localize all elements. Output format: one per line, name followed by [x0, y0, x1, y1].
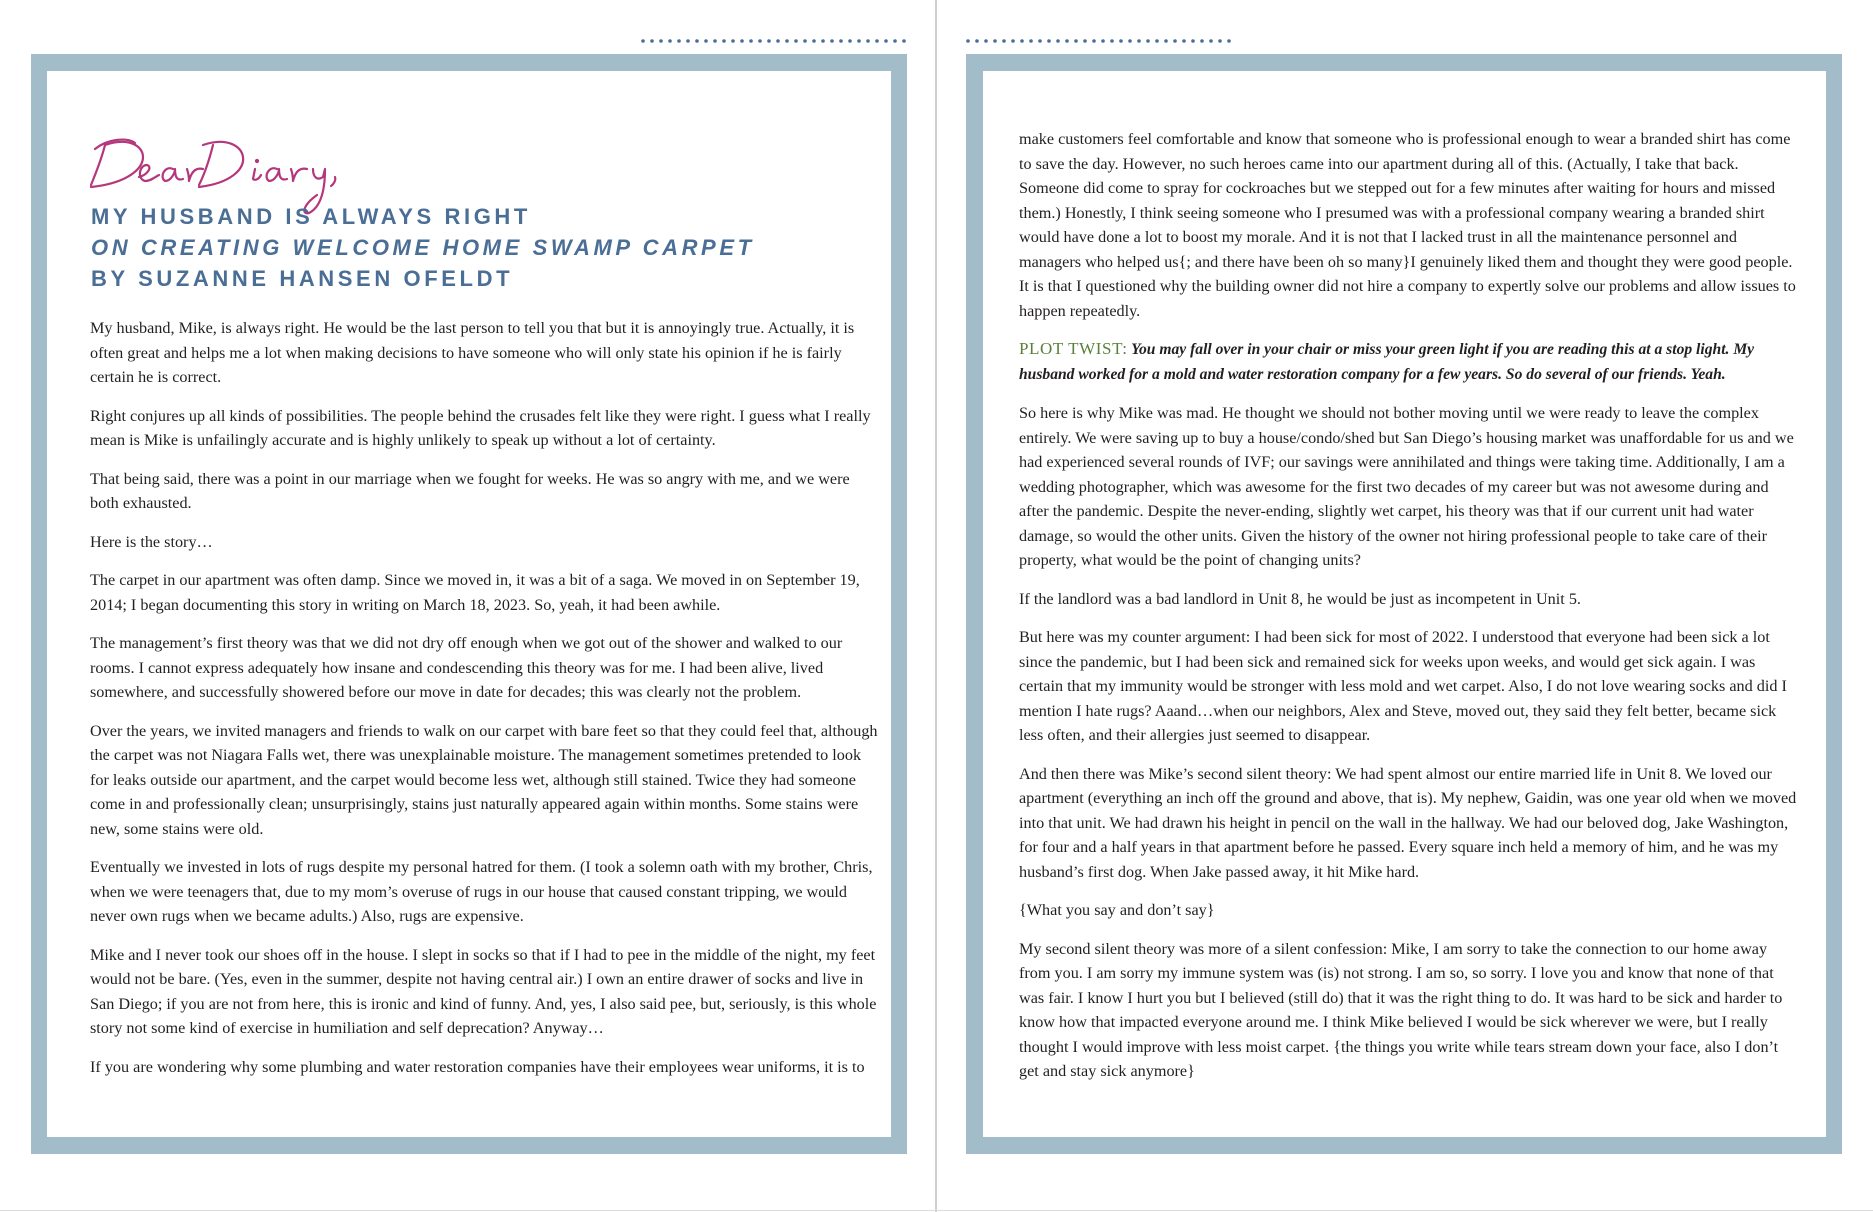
right-page-frame: [966, 54, 1842, 1154]
left-page-panel: [47, 71, 891, 1137]
article-title: [91, 201, 755, 294]
paragraph: If you are wondering why some plumbing and water restoration companies have their employees wear uniforms, it is to: [90, 1057, 865, 1076]
title-line-1: MY HUSBAND IS ALWAYS RIGHT: [91, 204, 531, 229]
paragraph: My husband, Mike, is always right. He would be the last person to tell you that but it is annoyingly true. Actually, it is often great and helps me a lot when making decisions to have someone who will only state his opinion if he is fairly certain he is correct.: [90, 319, 855, 386]
paragraph: Eventually we invested in lots of rugs despite my personal hatred for them. (I took a solemn oath with my brother, Chris, when we were teenagers that, due to my mom’s overuse of rugs in our house that caused constant tripping, we would never own rugs when we became adults.) Also, rugs are expensive.: [90, 858, 873, 925]
paragraph: Mike and I never took our shoes off in the house. I slept in socks so that if I had to pee in the middle of the night, my feet would not be bare. (Yes, even in the summer, despite not having central air.) I own an entire drawer of socks and live in San Diego; if you are not from here, this is ironic and kind of funny. And, yes, I also said pee, but, seriously, is this whole story not some kind of exercise in humiliation and self deprecation? Anyway…: [90, 945, 877, 1037]
paragraph: Over the years, we invited managers and friends to walk on our carpet with bare feet so that they could feel that, although the carpet was not Niagara Falls wet, there was unexplainable moisture. The management sometimes pretended to look for leaks outside our apartment, and the carpet would become less wet, although still stained. Twice they had someone come in and professionally clean; unsurprisingly, stains just naturally appeared again within months. Some stains were new, some stains were old.: [90, 721, 878, 838]
page-spine: [935, 0, 937, 1212]
paragraph: My second silent theory was more of a silent confession: Mike, I am sorry to take the connection to our home away from you. I am sorry my immune system was (is) not strong. I am so, so sorry. I love you and know that none of that was fair. I know I hurt you but I believed (still do) that it was the right thing to do. It was hard to be sick and harder to know how that impacted everyone around me. I think Mike believed I would be sick wherever we were, but I really thought I would improve with less moist carpet. {the things you write while tears stream down your face, also I don’t get and stay sick anymore}: [1019, 939, 1783, 1080]
right-page-body: [1019, 127, 1799, 1098]
paragraph: make customers feel comfortable and know that someone who is professional enough to wear a branded shirt has come to save the day. However, no such heroes came into our apartment during all of this. (Actually, I take that back. Someone did come to spray for cockroaches but we stepped out for a few minutes after waiting for hours and missed them.) Honestly, I think seeing someone who I presumed was with a professional company wearing a branded shirt would have done a lot to boost my morale. And it is not that I lacked trust in all the maintenance personnel and managers who helped us{; and there have been oh so many}I genuinely liked them and thought they were good people. It is that I questioned why the building owner did not hire a company to expertly solve our problems and allow issues to happen repeatedly.: [1019, 130, 1796, 320]
bottom-rule: [0, 1210, 1873, 1211]
plot-twist-callout: [1019, 337, 1799, 387]
title-line-3-byline: BY SUZANNE HANSEN OFELDT: [91, 266, 514, 291]
left-page-body: [90, 316, 880, 1093]
paragraph: Here is the story…: [90, 532, 213, 551]
paragraph: That being said, there was a point in our marriage when we fought for weeks. He was so angry with me, and we were both exhausted.: [90, 469, 850, 512]
paragraph: The management’s first theory was that we did not dry off enough when we got out of the shower and walked to our rooms. I cannot express adequately how insane and condescending this theory was for me. I had been alive, lived somewhere, and successfully showered before our move in date for decades; this was clearly not the problem.: [90, 634, 843, 701]
plot-twist-label: PLOT TWIST:: [1019, 339, 1128, 358]
paragraph: The carpet in our apartment was often damp. Since we moved in, it was a bit of a saga. We moved in on September 19, 2014; I began documenting this story in writing on March 18, 2023. So, yeah, it had been awhile.: [90, 571, 860, 614]
paragraph: Right conjures up all kinds of possibilities. The people behind the crusades felt like they were right. I guess what I really mean is Mike is unfailingly accurate and is highly unlikely to speak up without a lot of certainty.: [90, 406, 871, 449]
paragraph: If the landlord was a bad landlord in Unit 8, he would be just as incompetent in Unit 5.: [1019, 589, 1581, 608]
paragraph: But here was my counter argument: I had been sick for most of 2022. I understood that everyone had been sick a lot since the pandemic, but I had been sick and remained sick for weeks upon weeks, and would get sick again. I was certain that my immunity would be stronger with less mold and wet carpet. Also, I do not love wearing socks and did I mention I hate rugs? Aaand…when our neighbors, Alex and Steve, moved out, they said they felt better, became sick less often, and their allergies just seemed to disappear.: [1019, 628, 1787, 744]
title-line-2: ON CREATING WELCOME HOME SWAMP CARPET: [91, 235, 755, 260]
plot-twist-text: You may fall over in your chair or miss your green light if you are reading this at a stop light. My husband worked for a mold and water restoration company for a few years. So do several of our friends. Yeah.: [1019, 341, 1755, 383]
left-page-frame: [31, 54, 907, 1154]
dotted-rule-right: [965, 38, 1231, 44]
right-page-panel: [983, 71, 1826, 1137]
paragraph: And then there was Mike’s second silent theory: We had spent almost our entire married life in Unit 8. We loved our apartment (everything an inch off the ground and above, that is). My nephew, Gaidin, was one year old when we moved into that unit. We had drawn his height in pencil on the wall in the hallway. We had our beloved dog, Jake Washington, for four and a half years in that apartment before he passed. Every square inch held a memory of him, and he was my husband’s first dog. When Jake passed away, it hit Mike hard.: [1019, 764, 1797, 881]
dotted-rule-left: [640, 38, 910, 44]
paragraph: {What you say and don’t say}: [1019, 901, 1215, 919]
paragraph: So here is why Mike was mad. He thought we should not bother moving until we were ready to leave the complex entirely. We were saving up to buy a house/condo/shed but San Diego’s housing market was unaffordable for us and we had experienced several rounds of IVF; our savings were annihilated and things were taking time. Additionally, I am a wedding photographer, which was awesome for the first two decades of my career but was not awesome during and after the pandemic. Despite the never-ending, slightly wet carpet, his theory was that if our current unit had water damage, so would the other units. Given the history of the owner not hiring professional people to take care of their property, what would be the point of changing units?: [1019, 404, 1794, 569]
